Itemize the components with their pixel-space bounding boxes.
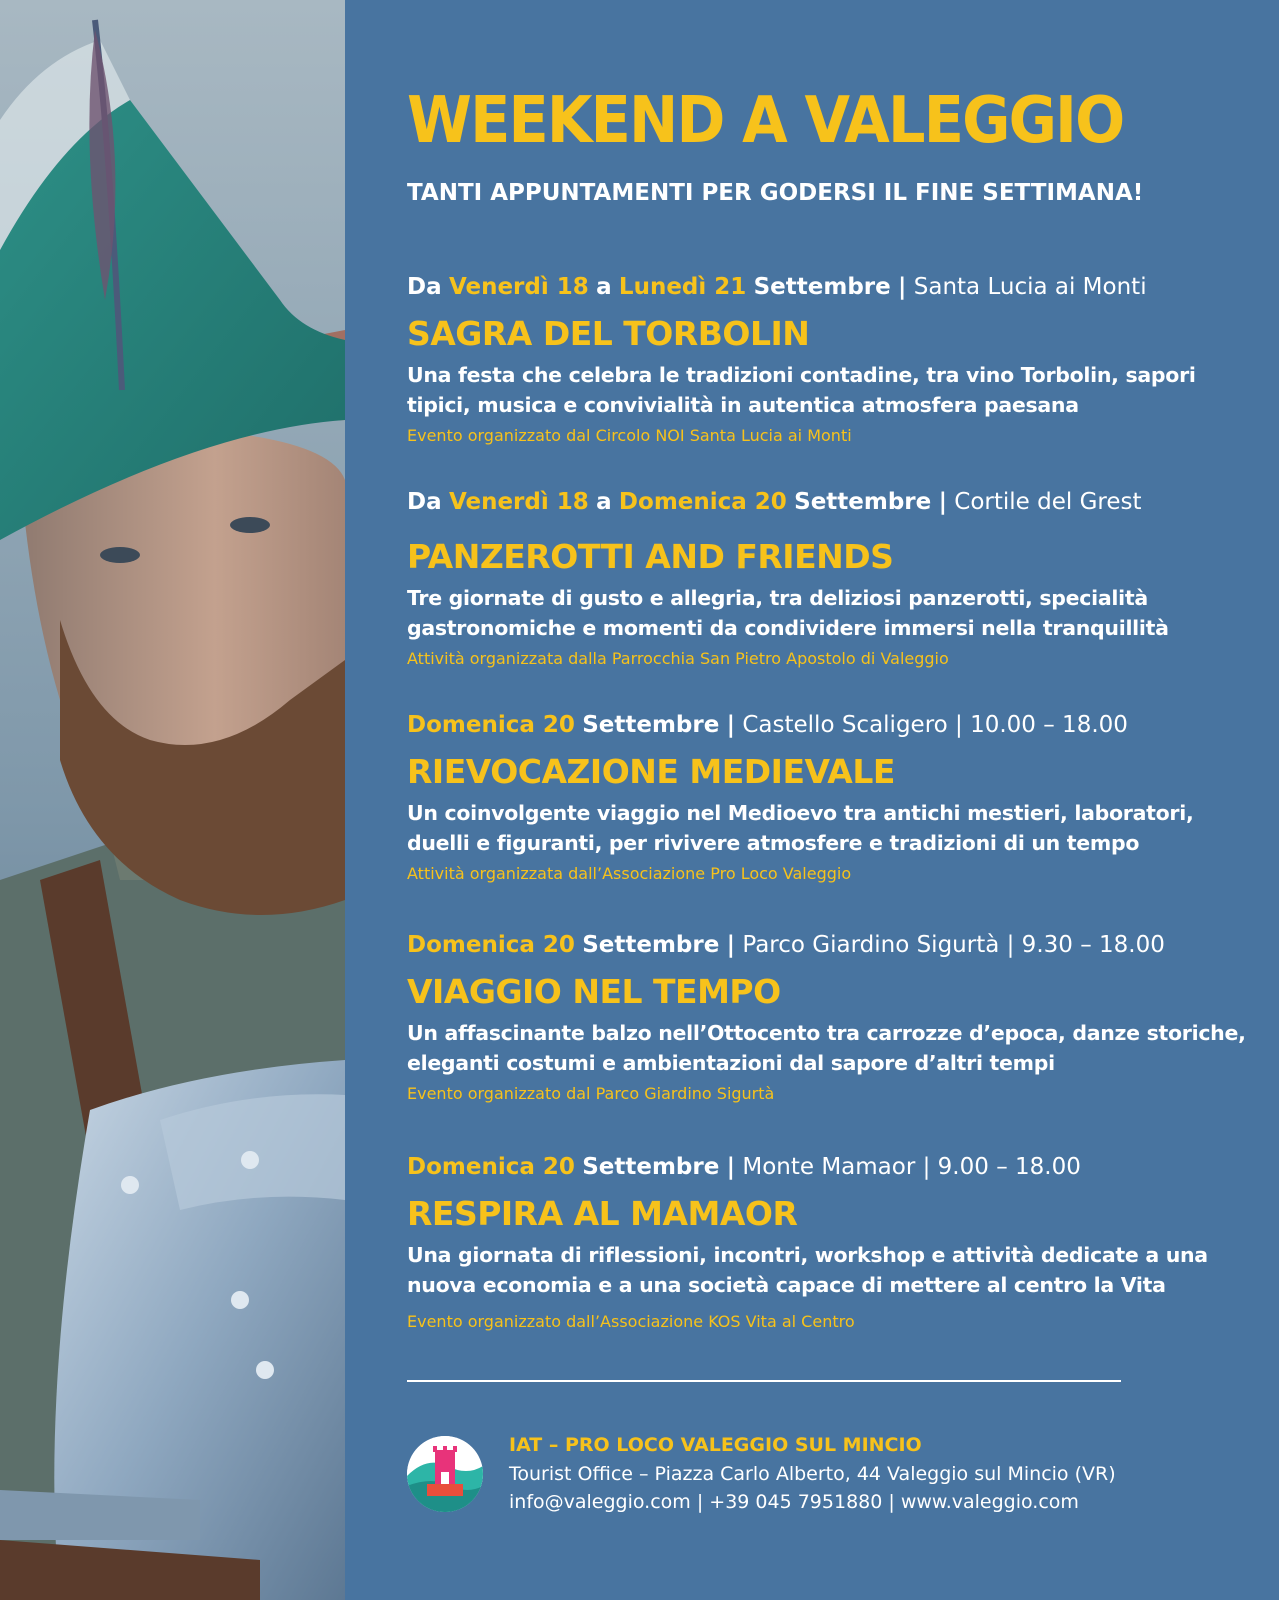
event-organizer: Evento organizzato dal Parco Giardino Sigurtà <box>407 1084 775 1103</box>
event-date: Da Venerdì 18 a Domenica 20 Settembre | Cortile del Grest <box>407 489 1142 515</box>
page-title: WEEKEND A VALEGGIO <box>407 84 1124 158</box>
event-organizer: Evento organizzato dall’Associazione KOS Vita al Centro <box>407 1312 855 1331</box>
footer-org-name: IAT – PRO LOCO VALEGGIO SUL MINCIO <box>509 1434 922 1456</box>
event-title: SAGRA DEL TORBOLIN <box>407 314 810 353</box>
event-description: Una festa che celebra le tradizioni contadine, tra vino Torbolin, sapori tipici, musica e convivialità in autentica atmosfera paesana <box>407 363 1196 417</box>
event-date: Domenica 20 Settembre | Monte Mamaor | 9.00 – 18.00 <box>407 1154 1081 1180</box>
event-title: RIEVOCAZIONE MEDIEVALE <box>407 752 895 791</box>
event-date: Domenica 20 Settembre | Castello Scaligero | 10.00 – 18.00 <box>407 712 1128 738</box>
footer-address: Tourist Office – Piazza Carlo Alberto, 44 Valeggio sul Mincio (VR) <box>509 1463 1116 1485</box>
divider <box>407 1380 1121 1382</box>
event-title: VIAGGIO NEL TEMPO <box>407 972 781 1011</box>
event-item <box>407 485 1257 671</box>
event-title: RESPIRA AL MAMAOR <box>407 1194 798 1233</box>
event-description: Un affascinante balzo nell’Ottocento tra carrozze d’epoca, danze storiche, eleganti costumi e ambientazioni dal sapore d’altri tempi <box>407 1021 1246 1075</box>
event-item <box>407 928 1257 1106</box>
content-panel <box>345 0 1279 1600</box>
event-date: Da Venerdì 18 a Lunedì 21 Settembre | Santa Lucia ai Monti <box>407 274 1147 300</box>
event-item <box>407 270 1257 448</box>
event-description: Un coinvolgente viaggio nel Medioevo tra antichi mestieri, laboratori, duelli e figuranti, per rivivere atmosfere e tradizioni di un tempo <box>407 801 1194 855</box>
pro-loco-logo-icon <box>407 1436 483 1512</box>
event-organizer: Attività organizzata dall’Associazione Pro Loco Valeggio <box>407 864 852 883</box>
event-description: Una giornata di riflessioni, incontri, workshop e attività dedicate a una nuova economia e a una società capace di mettere al centro la Vita <box>407 1243 1208 1297</box>
footer <box>407 1430 1257 1530</box>
event-description: Tre giornate di gusto e allegria, tra deliziosi panzerotti, specialità gastronomiche e momenti da condividere immersi nella tranquillità <box>407 586 1169 640</box>
event-date: Domenica 20 Settembre | Parco Giardino Sigurtà | 9.30 – 18.00 <box>407 932 1165 958</box>
page-subtitle: TANTI APPUNTAMENTI PER GODERSI IL FINE SETTIMANA! <box>407 180 1144 206</box>
hero-photo <box>0 0 345 1600</box>
footer-contacts: info@valeggio.com | +39 045 7951880 | www.valeggio.com <box>509 1491 1079 1513</box>
event-organizer: Evento organizzato dal Circolo NOI Santa Lucia ai Monti <box>407 426 852 445</box>
event-item <box>407 1150 1257 1334</box>
event-organizer: Attività organizzata dalla Parrocchia San Pietro Apostolo di Valeggio <box>407 649 949 668</box>
footer-text <box>509 1430 1116 1516</box>
event-item <box>407 708 1257 886</box>
event-title: PANZEROTTI AND FRIENDS <box>407 537 894 576</box>
